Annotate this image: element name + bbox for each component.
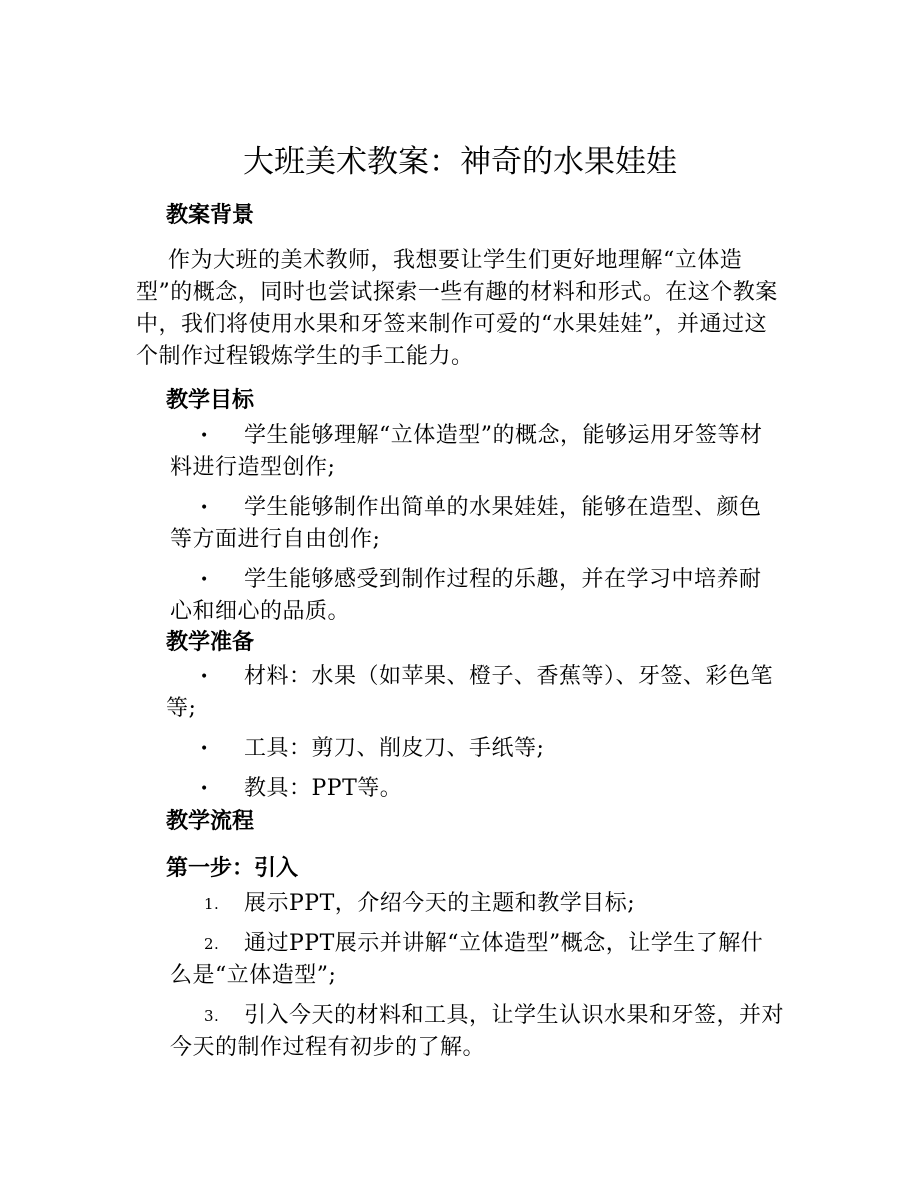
list-item	[170, 420, 780, 484]
step-item-text: 通过PPT展示并讲解“立体造型”概念，让学生了解什么是“立体造型”;	[170, 931, 764, 988]
step-item-text: 展示PPT，介绍今天的主题和教学目标;	[244, 891, 636, 916]
goals-list	[170, 420, 780, 636]
goals-item-text: 学生能够感受到制作过程的乐趣，并在学习中培养耐心和细心的品质。	[170, 567, 762, 624]
step-item-text: 引入今天的材料和工具，让学生认识水果和牙签，并对今天的制作过程有初步的了解。	[170, 1003, 785, 1060]
list-item	[166, 773, 780, 805]
prep-item-text: 工具：剪刀、削皮刀、手纸等;	[244, 736, 545, 761]
step-number: 1.	[204, 895, 220, 913]
prep-item-text: 教具：PPT等。	[244, 776, 403, 801]
bullet-icon: •	[200, 428, 209, 444]
list-item	[166, 733, 780, 765]
step-number: 3.	[204, 1007, 220, 1025]
list-item	[170, 888, 785, 920]
goals-item-text: 学生能够理解“立体造型”的概念，能够运用牙签等材料进行造型创作;	[170, 423, 763, 480]
prep-list	[166, 661, 780, 813]
section-heading-flow: 教学流程	[166, 809, 255, 834]
background-paragraph: 作为大班的美术教师，我想要让学生们更好地理解“立体造型”的概念，同时也尝试探索一些有趣的材料和形式。在这个教案中，我们将使用水果和牙签来制作可爱的“水果娃娃”，并通过这个制作过程锻炼学生的手工能力。	[136, 248, 778, 369]
list-item	[170, 564, 780, 628]
bullet-icon: •	[200, 572, 209, 588]
bullet-icon: •	[200, 669, 209, 685]
step-number: 2.	[204, 935, 220, 953]
list-item	[170, 1000, 785, 1064]
section-heading-goals: 教学目标	[166, 388, 255, 413]
list-item	[170, 928, 785, 992]
section-heading-step1: 第一步：引入	[166, 856, 299, 881]
list-item	[170, 492, 780, 556]
page-title: 大班美术教案：神奇的水果娃娃	[243, 144, 677, 180]
section-heading-prep: 教学准备	[166, 630, 255, 655]
bullet-icon: •	[200, 741, 209, 757]
bullet-icon: •	[200, 500, 209, 516]
step1-list	[170, 888, 785, 1072]
section-heading-background: 教案背景	[166, 203, 255, 228]
list-item	[166, 661, 780, 725]
prep-item-text: 材料：水果（如苹果、橙子、香蕉等）、牙签、彩色笔等;	[166, 664, 774, 721]
goals-item-text: 学生能够制作出简单的水果娃娃，能够在造型、颜色等方面进行自由创作;	[170, 495, 762, 552]
bullet-icon: •	[200, 781, 209, 797]
